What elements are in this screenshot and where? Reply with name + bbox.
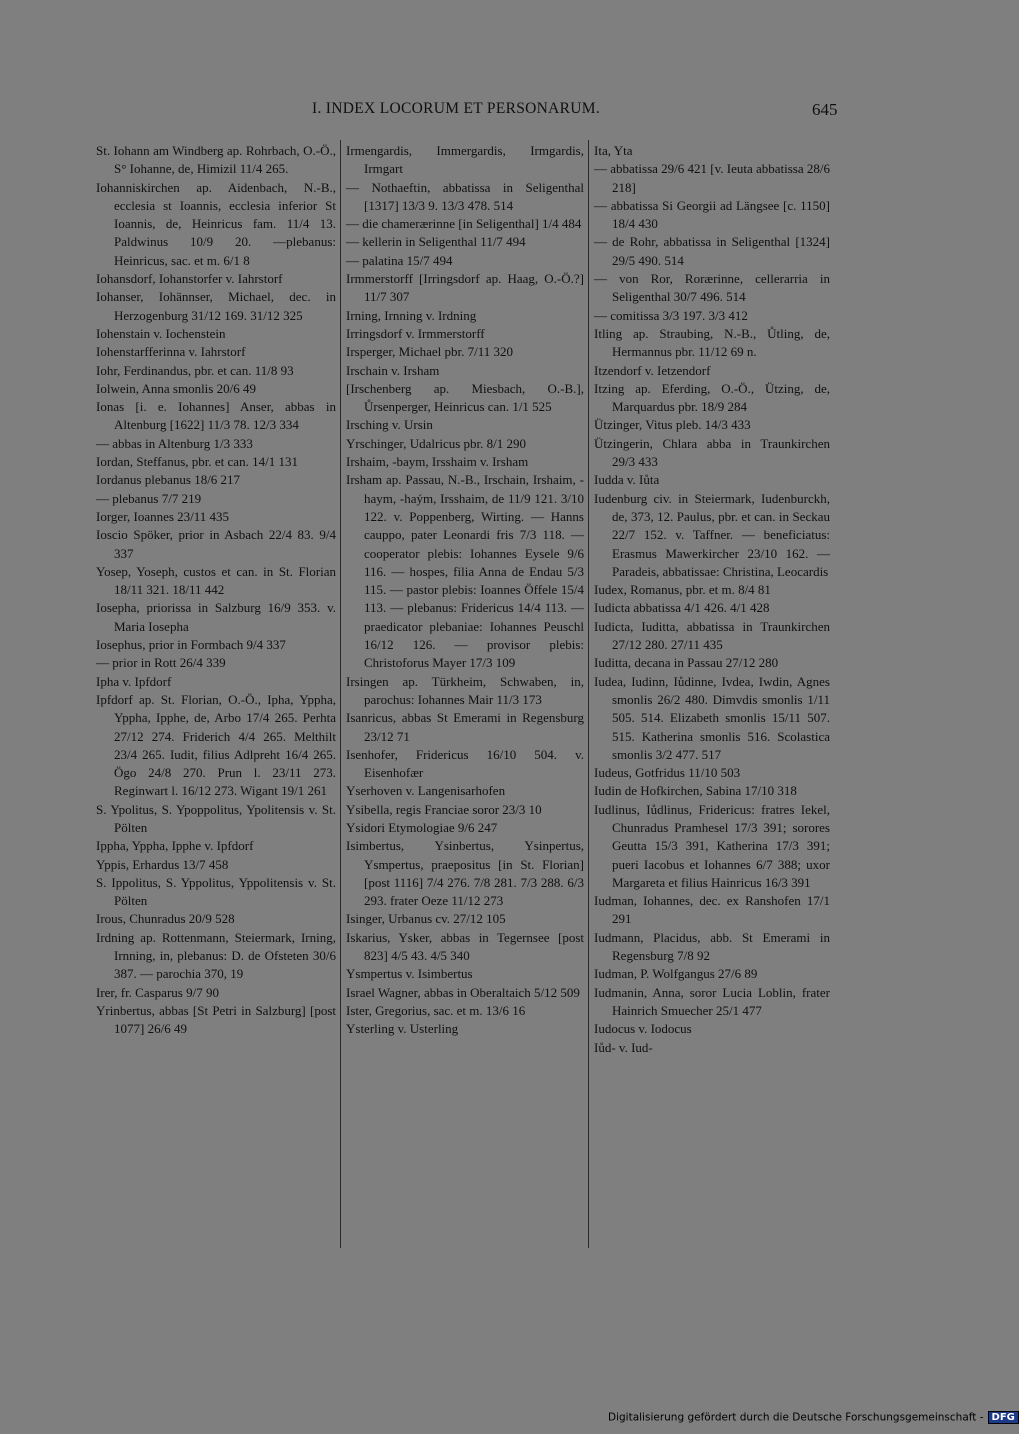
index-entry: Israel Wagner, abbas in Oberaltaich 5/12 509 bbox=[346, 984, 580, 1000]
index-column-1 bbox=[96, 142, 336, 1252]
index-entry: Isimbertus, Ysinbertus, Ysinpertus, Ysmpertus, praepositus [in St. Florian] [post 1116] 7/4 276. 7/8 281. 7/3 288. 6/3 293. frater Oeze 11/12 273 bbox=[346, 838, 584, 909]
index-entry: Irous, Chunradus 20/9 528 bbox=[96, 911, 235, 927]
index-entry: Irschain v. Irsham bbox=[346, 362, 440, 378]
index-entry: — Nothaeftin, abbatissa in Seligenthal [1317] 13/3 9. 13/3 478. 514 bbox=[346, 179, 584, 213]
dfg-logo: DFG bbox=[988, 1411, 1019, 1424]
index-entry: Ippha, Yppha, Ipphe v. Ipfdorf bbox=[96, 838, 254, 854]
index-entry: Iudex, Romanus, pbr. et m. 8/4 81 bbox=[594, 582, 771, 598]
index-entry: — comitissa 3/3 197. 3/3 412 bbox=[594, 307, 748, 323]
index-entry: Iohansdorf, Iohanstorfer v. Iahrstorf bbox=[96, 271, 283, 287]
index-entry: Ysidori Etymologiae 9/6 247 bbox=[346, 819, 498, 835]
index-entry: Itzing ap. Eferding, O.-Ö., Ützing, de, Marquardus pbr. 18/9 284 bbox=[594, 380, 830, 415]
index-entry: Isenhofer, Fridericus 16/10 504. v. Eisenhofær bbox=[346, 746, 584, 781]
index-entry: — abbatissa Si Georgii ad Längsee [c. 1150] 18/4 430 bbox=[594, 197, 830, 232]
index-entry: Iudlinus, Iůdlinus, Fridericus: fratres Iekel, Chunradus Pramhesel 17/3 391; sorores Geutta 15/3 391, Katherina 17/3 391; pueri Iacobus et Iohannes 6/7 388; uxor Margareta et filius Hainricus 16/3 391 bbox=[594, 801, 830, 890]
index-entry: Ützingerin, Chlara abba in Traunkirchen 29/3 433 bbox=[594, 435, 830, 470]
index-entry: Iskarius, Ysker, abbas in Tegernsee [post 823] 4/5 43. 4/5 340 bbox=[346, 929, 584, 964]
index-entry: Itling ap. Straubing, N.-B., Ůtling, de, Hermannus pbr. 11/12 69 n. bbox=[594, 325, 830, 360]
credit-text: Digitalisierung gefördert durch die Deutsche Forschungsgemeinschaft - bbox=[608, 1411, 984, 1424]
index-entry: Iudmann, Placidus, abb. St Emerami in Regensburg 7/8 92 bbox=[594, 929, 830, 964]
index-column-3 bbox=[594, 142, 830, 1252]
page-number: 645 bbox=[812, 100, 838, 119]
index-entry: Iordan, Steffanus, pbr. et can. 14/1 131 bbox=[96, 454, 298, 470]
index-entry: Irsperger, Michael pbr. 7/11 320 bbox=[346, 344, 513, 360]
index-entry: S. Ypolitus, S. Ypoppolitus, Ypolitensis v. St. Pölten bbox=[96, 801, 336, 835]
column-divider bbox=[588, 140, 589, 1248]
index-entry: Iudenburg civ. in Steiermark, Iudenburckh, de, 373, 12. Paulus, pbr. et can. in Seckau 22/7 152. v. Taffner. — beneficiatus: Erasmus Mawerkircher 23/10 162. — Paradeis, abbatissae: Christina, Leocardis bbox=[594, 490, 830, 579]
index-entry: Iohanniskirchen ap. Aidenbach, N.-B., ecclesia st Ioannis, ecclesia inferior St Ioannis, de, Heinricus fam. 11/4 13. Paldwinus 10/9 20. —plebanus: Heinricus, sac. et m. 6/1 8 bbox=[96, 179, 336, 268]
index-entry: Iudmanin, Anna, soror Lucia Loblin, frater Hainrich Smuecher 25/1 477 bbox=[594, 984, 830, 1018]
index-entry: Iohenstain v. Iochenstein bbox=[96, 325, 226, 341]
index-entry: Ister, Gregorius, sac. et m. 13/6 16 bbox=[346, 1002, 526, 1018]
index-entry: Irsching v. Ursin bbox=[346, 417, 433, 433]
index-entry: Iosephus, prior in Formbach 9/4 337 bbox=[96, 637, 286, 653]
index-entry: Ioscio Spöker, prior in Asbach 22/4 83. 9/4 337 bbox=[96, 527, 336, 561]
index-entry: Iosepha, priorissa in Salzburg 16/9 353. v. Maria Iosepha bbox=[96, 600, 336, 634]
index-entry: Ysterling v. Usterling bbox=[346, 1021, 459, 1037]
index-entry: Irsham ap. Passau, N.-B., Irschain, Irshaim, -haym, -haým, Irsshaim, de 11/9 121. 3/10 122. v. Poppenberg, Wirting. — Hanns cauppo, pater Leonardi fris 7/3 118. — cooperator plebis: Iohannes Eysele 9/6 116. — hospes, filia Anna de Endau 5/3 115. — pastor plebis: Ioannes Öffele 15/4 113. — plebanus: Fridericus 14/4 113. — praedicator plebaniae: Iohannes Peuschl 16/12 126. — provisor plebis: Christoforus Mayer 17/3 109 bbox=[346, 472, 584, 671]
index-entry: S. Ippolitus, S. Yppolitus, Yppolitensis v. St. Pölten bbox=[96, 874, 336, 909]
index-entry: Irringsdorf v. Irmmerstorff bbox=[346, 325, 485, 341]
index-entry: — die chamerærinne [in Seligenthal] 1/4 484 bbox=[346, 216, 582, 232]
index-entry: Iudda v. Iůta bbox=[594, 472, 660, 488]
index-entry: Irer, fr. Casparus 9/7 90 bbox=[96, 984, 219, 1000]
index-entry: Irdning ap. Rottenmann, Steiermark, Irning, Irnning, in, plebanus: D. de Ofsteten 30/6 387. — parochia 370, 19 bbox=[96, 929, 336, 982]
index-entry: Isanricus, abbas St Emerami in Regensburg 23/12 71 bbox=[346, 710, 584, 744]
index-entry: — kellerin in Seligenthal 11/7 494 bbox=[346, 234, 526, 250]
index-column-2 bbox=[346, 142, 584, 1252]
index-entry: Yosep, Yoseph, custos et can. in St. Florian 18/11 321. 18/11 442 bbox=[96, 563, 336, 598]
index-entry: Iohr, Ferdinandus, pbr. et can. 11/8 93 bbox=[96, 362, 294, 378]
column-divider bbox=[340, 140, 341, 1248]
index-entry: — von Ror, Rorærinne, cellerarria in Seligenthal 30/7 496. 514 bbox=[594, 271, 830, 305]
digitization-credit bbox=[608, 1411, 1019, 1424]
index-entry: — prior in Rott 26/4 339 bbox=[96, 655, 226, 671]
index-entry: Irsingen ap. Türkheim, Schwaben, in, parochus: Iohannes Mair 11/3 173 bbox=[346, 673, 584, 707]
index-entry: Yppis, Erhardus 13/7 458 bbox=[96, 856, 229, 872]
index-entry: Iohanser, Iohännser, Michael, dec. in Herzogenburg 31/12 169. 31/12 325 bbox=[96, 289, 336, 323]
index-entry: Isinger, Urbanus cv. 27/12 105 bbox=[346, 911, 506, 927]
index-entry: Irshaim, -baym, Irsshaim v. Irsham bbox=[346, 454, 529, 470]
index-entry: Iudman, P. Wolfgangus 27/6 89 bbox=[594, 966, 758, 982]
index-entry: Ysmpertus v. Isimbertus bbox=[346, 966, 473, 982]
index-entry: Yrschinger, Udalricus pbr. 8/1 290 bbox=[346, 435, 527, 451]
index-entry: Iudeus, Gotfridus 11/10 503 bbox=[594, 765, 741, 781]
index-entry: Irmengardis, Immergardis, Irmgardis, Irmgart bbox=[346, 143, 584, 177]
index-entry: Iuditta, decana in Passau 27/12 280 bbox=[594, 655, 779, 671]
index-entry: Ipfdorf ap. St. Florian, O.-Ö., Ipha, Yppha, Yppha, Ipphe, de, Arbo 17/4 265. Perhta 27/12 274. Friderich 4/4 265. Melthilt 23/4 265. Iudit, filius Adlpreht 16/4 265. Ögo 24/8 270. Prun l. 23/11 273. Reginwart l. 16/12 273. Wigant 19/1 261 bbox=[96, 691, 336, 799]
index-entry: — palatina 15/7 494 bbox=[346, 252, 453, 268]
index-entry: Iordanus plebanus 18/6 217 bbox=[96, 472, 241, 488]
index-entry: — plebanus 7/7 219 bbox=[96, 490, 202, 506]
index-entry: [Irschenberg ap. Miesbach, O.-B.], Ůrsenperger, Heinricus can. 1/1 525 bbox=[346, 380, 584, 415]
index-entry: Iudocus v. Iodocus bbox=[594, 1021, 692, 1037]
index-entry: Iudea, Iudinn, Iůdinne, Ivdea, Iwdin, Agnes smonlis 26/2 480. Dimvdis smonlis 1/11 505. 514. Elizabeth smonlis 15/11 507. 515. Katherina smonlis 516. Scolastica smonlis 3/2 477. 517 bbox=[594, 673, 830, 762]
index-entry: Iudin de Hofkirchen, Sabina 17/10 318 bbox=[594, 783, 797, 799]
index-entry: Iorger, Ioannes 23/11 435 bbox=[96, 508, 230, 524]
index-entry: Iůd- v. Iud- bbox=[594, 1039, 653, 1055]
index-entry: Iudman, Iohannes, dec. ex Ranshofen 17/1 291 bbox=[594, 893, 830, 927]
index-entry: Iudicta, Iuditta, abbatissa in Traunkirchen 27/12 280. 27/11 435 bbox=[594, 618, 830, 653]
index-entry: Ipha v. Ipfdorf bbox=[96, 673, 172, 689]
index-entry: Itzendorf v. Ietzendorf bbox=[594, 362, 711, 378]
index-entry: Ita, Yta bbox=[594, 143, 633, 158]
index-entry: Irning, Irnning v. Irdning bbox=[346, 307, 477, 323]
index-entry: St. Iohann am Windberg ap. Rohrbach, O.-Ö., S° Iohanne, de, Himizil 11/4 265. bbox=[96, 143, 336, 177]
index-entry: Iudicta abbatissa 4/1 426. 4/1 428 bbox=[594, 600, 770, 616]
index-entry: — abbas in Altenburg 1/3 333 bbox=[96, 435, 253, 451]
index-entry: Iohenstarfferinna v. Iahrstorf bbox=[96, 344, 246, 360]
index-entry: Yrinbertus, abbas [St Petri in Salzburg] [post 1077] 26/6 49 bbox=[96, 1002, 336, 1037]
index-entry: Ionas [i. e. Iohannes] Anser, abbas in Altenburg [1622] 11/3 78. 12/3 334 bbox=[96, 399, 336, 433]
index-entry: Yserhoven v. Langenisarhofen bbox=[346, 783, 506, 799]
index-entry: — abbatissa 29/6 421 [v. Ieuta abbatissa 28/6 218] bbox=[594, 161, 830, 195]
page-title: I. INDEX LOCORUM ET PERSONARUM. bbox=[312, 100, 601, 117]
index-entry: — de Rohr, abbatissa in Seligenthal [1324] 29/5 490. 514 bbox=[594, 234, 830, 268]
index-entry: Irmmerstorff [Irringsdorf ap. Haag, O.-Ö.?] 11/7 307 bbox=[346, 271, 584, 305]
index-entry: Ützinger, Vitus pleb. 14/3 433 bbox=[594, 417, 751, 433]
index-entry: Iolwein, Anna smonlis 20/6 49 bbox=[96, 380, 256, 396]
page-header bbox=[0, 100, 1000, 124]
index-entry: Ysibella, regis Franciae soror 23/3 10 bbox=[346, 801, 542, 817]
